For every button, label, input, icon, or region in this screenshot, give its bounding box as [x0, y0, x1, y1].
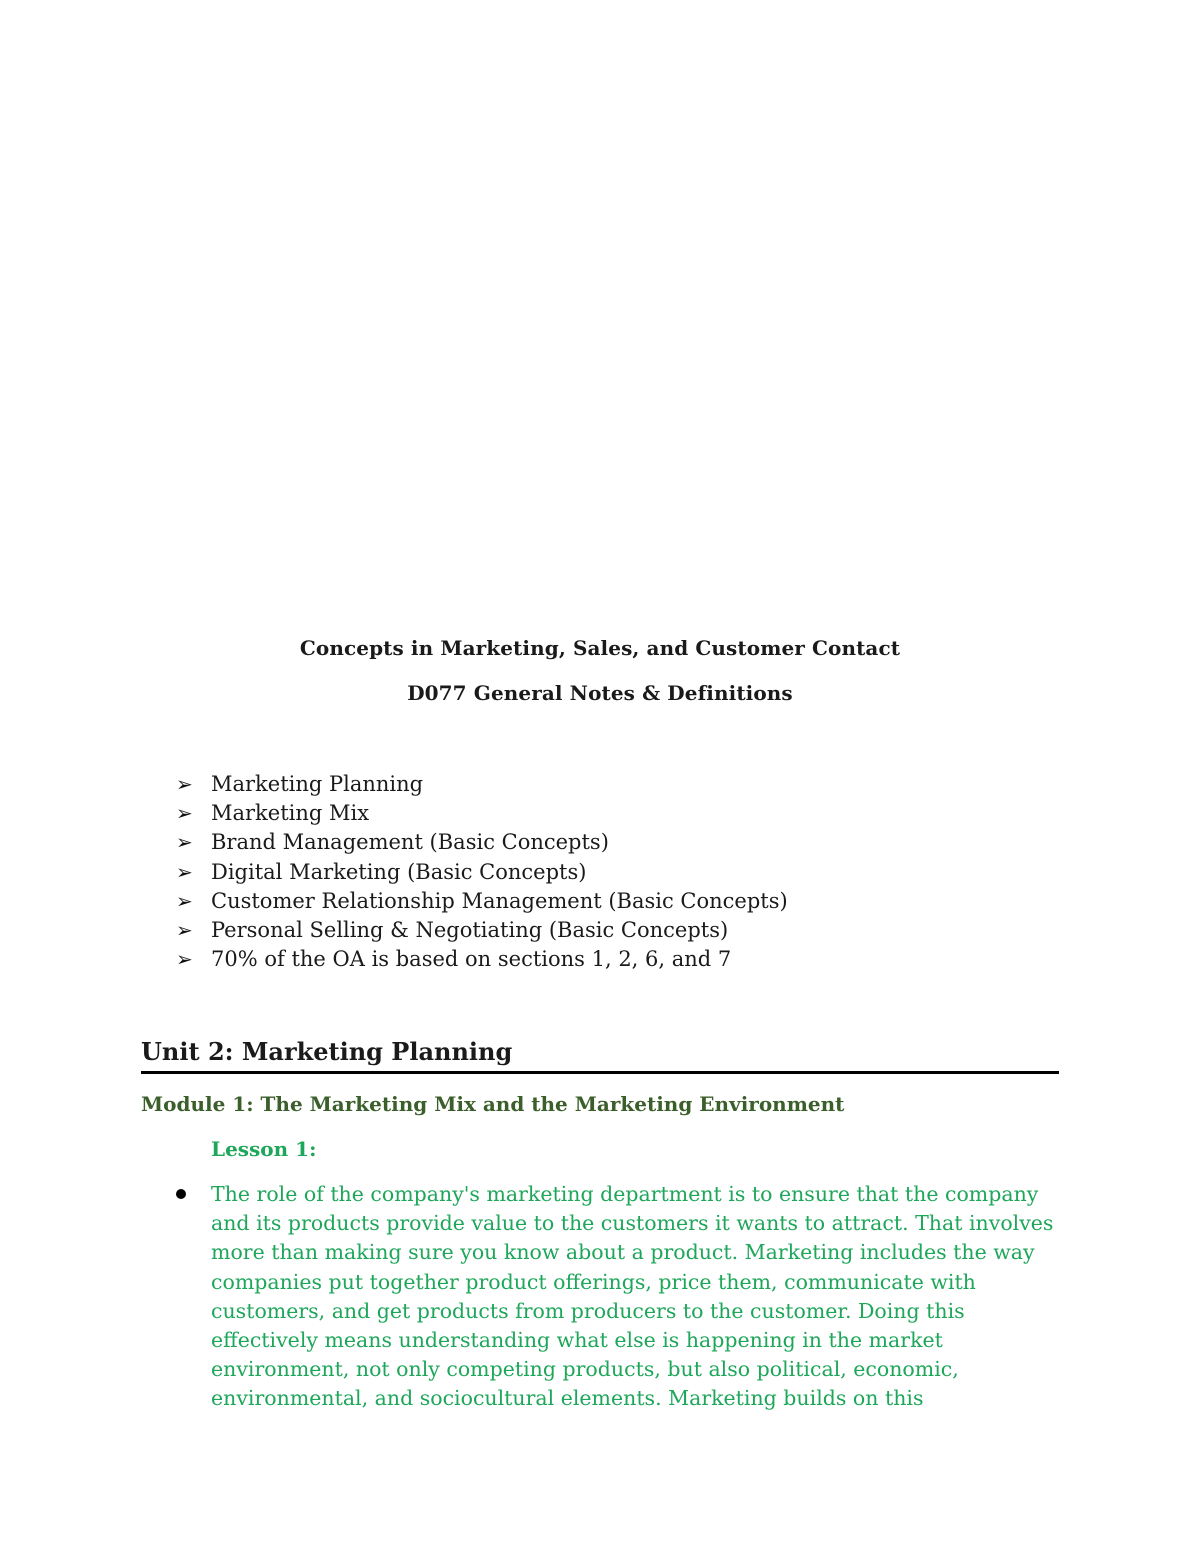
arrowhead-bullet-icon: ➢ — [176, 801, 193, 826]
list-item — [176, 916, 788, 945]
arrowhead-bullet-icon: ➢ — [176, 772, 193, 796]
lesson-heading: Lesson 1: — [211, 1137, 317, 1161]
unit-heading: Unit 2: Marketing Planning — [141, 1036, 1059, 1074]
topic-label: Marketing Mix — [211, 801, 370, 826]
lesson-bullet-text: The role of the company's marketing department is to ensure that the company and its products provide value to the customers it wants to attract. That involves more than making sure you know about a product. Marketing includes the way companies put together product offerings, price them, communicate with customers, and get products from producers to the customer. Doing this effectively means understanding what else is happening in the market environment, not only competing products, but also political, economic, environmental, and sociocultural elements. Marketing builds on this — [211, 1182, 1054, 1411]
list-item — [176, 770, 788, 799]
list-item — [176, 858, 788, 887]
document-title: Concepts in Marketing, Sales, and Customer Contact — [299, 636, 901, 660]
module-heading: Module 1: The Marketing Mix and the Marketing Environment — [141, 1092, 845, 1116]
topic-label: Marketing Planning — [211, 772, 424, 796]
topic-list — [176, 770, 788, 974]
filled-circle-bullet-icon — [176, 1189, 186, 1199]
list-item — [176, 945, 788, 974]
arrowhead-bullet-icon: ➢ — [176, 830, 193, 855]
document-subtitle: D077 General Notes & Definitions — [407, 681, 793, 705]
arrowhead-bullet-icon: ➢ — [176, 888, 193, 913]
topic-label: Brand Management (Basic Concepts) — [211, 830, 609, 855]
topic-label: Digital Marketing (Basic Concepts) — [211, 859, 587, 884]
arrowhead-bullet-icon: ➢ — [176, 947, 193, 972]
topic-label: Personal Selling & Negotiating (Basic Concepts) — [211, 917, 729, 942]
list-item — [176, 799, 788, 828]
arrowhead-bullet-icon: ➢ — [176, 859, 193, 884]
arrowhead-bullet-icon: ➢ — [176, 917, 193, 942]
topic-label: Customer Relationship Management (Basic Concepts) — [211, 888, 788, 913]
topic-label: 70% of the OA is based on sections 1, 2, 6, and 7 — [211, 947, 732, 972]
list-item — [176, 828, 788, 857]
list-item — [176, 887, 788, 916]
